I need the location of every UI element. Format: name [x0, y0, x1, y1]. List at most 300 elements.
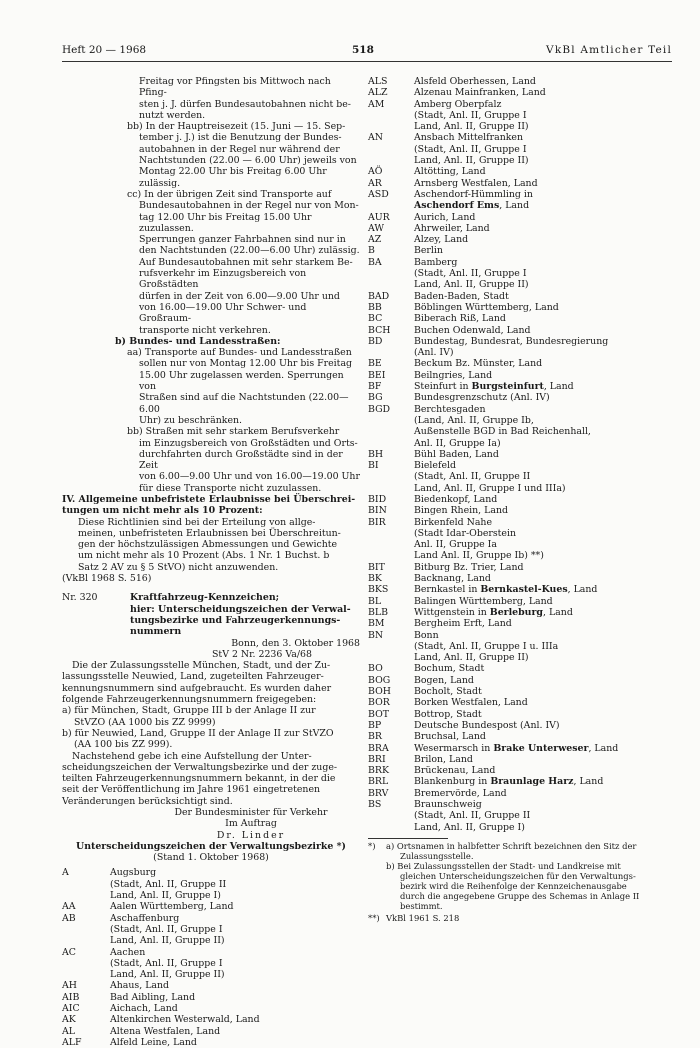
- district-line: Ahaus, Land: [110, 980, 170, 992]
- district-name: [414, 178, 674, 189]
- list-item-line: (AA 100 bis ZZ 999).: [74, 739, 173, 751]
- district-name: [414, 799, 674, 833]
- district-code: BOT: [368, 708, 390, 720]
- district-code: BP: [368, 719, 382, 731]
- district-code: BKS: [368, 584, 389, 596]
- district-line: Wesermarsch in Brake Unterweser, Land: [414, 742, 619, 754]
- district-code: ASD: [368, 188, 389, 200]
- table-title: Unterscheidungszeichen der Verwaltungsbezirke *): [76, 840, 346, 852]
- code-entry: [368, 743, 674, 754]
- district-line: Aalen Württemberg, Land: [110, 901, 234, 913]
- district-line: Aichach, Land: [110, 1003, 178, 1015]
- code-entry: [368, 630, 674, 664]
- district-code: BIT: [368, 561, 385, 573]
- decree-number: Nr. 320: [62, 592, 98, 604]
- district-code: BB: [368, 301, 382, 313]
- district-name: [414, 313, 674, 324]
- district-line: Baden-Baden, Stadt: [414, 290, 509, 302]
- district-line: (Anl. IV): [414, 347, 454, 359]
- district-name: [414, 630, 674, 664]
- text-line: Diese Richtlinien sind bei der Erteilung von allge-: [78, 516, 316, 528]
- code-entry: [62, 1026, 360, 1037]
- district-line: Steinfurt in Burgsteinfurt, Land: [414, 381, 574, 393]
- district-name: [110, 1026, 360, 1037]
- district-code: BL: [368, 595, 382, 607]
- district-line: (Stadt, Anl. II, Gruppe I: [110, 923, 223, 935]
- code-entry: [368, 404, 674, 449]
- code-entry: [368, 358, 674, 369]
- text-line: Auf Bundesautobahnen mit sehr starkem Be-: [139, 256, 353, 268]
- code-entry: [368, 291, 674, 302]
- district-code: BOG: [368, 674, 391, 686]
- paragraph-b-aa: [62, 347, 360, 426]
- code-entry: [368, 596, 674, 607]
- district-code: BRV: [368, 787, 389, 799]
- district-code: AA: [62, 901, 76, 913]
- district-code: B: [368, 245, 375, 257]
- code-entry: [368, 460, 674, 494]
- district-line: Anl. II, Gruppe Ia: [414, 539, 497, 551]
- section-iv-heading: [62, 494, 360, 517]
- district-line: (Stadt, Anl. II, Gruppe II: [110, 878, 227, 890]
- district-name: [414, 291, 674, 302]
- text-line: teilten Fahrzeugerkennungsnummern bekannt, in der die: [62, 773, 336, 785]
- footnote-line: a) Ortsnamen in halbfetter Schrift bezeichnen den Sitz der: [386, 840, 637, 851]
- footnotes: [368, 841, 674, 923]
- district-line: Biberach Riß, Land: [414, 313, 506, 325]
- page-number: 518: [352, 44, 374, 56]
- district-line: Aachen: [110, 946, 146, 958]
- district-line: Land, Anl. II, Gruppe I): [110, 890, 221, 902]
- district-code: BIR: [368, 516, 386, 528]
- released-numbers-list: [62, 705, 360, 750]
- district-name: [414, 505, 674, 516]
- district-name: [414, 325, 674, 336]
- district-line: (Land, Anl. II, Gruppe Ib,: [414, 414, 534, 426]
- code-entry: [368, 212, 674, 223]
- text-line: bb) Straßen mit sehr starkem Berufsverkehr: [127, 426, 340, 438]
- district-line: Bonn: [414, 629, 439, 641]
- intro-paragraph: [62, 660, 360, 705]
- code-entry: [368, 675, 674, 686]
- district-line: Altenkirchen Westerwald, Land: [110, 1014, 260, 1026]
- district-code: BCH: [368, 324, 391, 336]
- source-reference: (VkBl 1968 S. 516): [62, 573, 152, 585]
- code-entry: [62, 1037, 360, 1048]
- text-line: Montag 22.00 Uhr bis Freitag 6.00 Uhr zulässig.: [139, 166, 327, 189]
- district-code: BRA: [368, 742, 389, 754]
- district-line: Aschendorf-Hümmling in: [414, 188, 533, 200]
- right-column: [368, 76, 674, 923]
- district-line: Bad Aibling, Land: [110, 991, 196, 1003]
- district-code: AUR: [368, 211, 390, 223]
- district-line: (Stadt, Anl. II, Gruppe II: [414, 471, 531, 483]
- continuation-text: [62, 76, 360, 121]
- code-entry: [368, 584, 674, 595]
- district-line: (Stadt, Anl. II, Gruppe I: [414, 109, 527, 121]
- district-code: AC: [62, 946, 76, 958]
- district-code: BF: [368, 381, 382, 393]
- text-line: Die der Zulassungsstelle München, Stadt, und der Zu-: [72, 660, 331, 672]
- district-code: AÖ: [368, 166, 383, 178]
- text-line: Uhr) zu beschränken.: [139, 414, 243, 426]
- district-line: Alzey, Land: [414, 234, 469, 246]
- code-entry: [368, 87, 674, 98]
- district-line: Alfeld Leine, Land: [110, 1036, 197, 1048]
- district-name: [414, 776, 674, 787]
- paragraph-b-bb: [62, 426, 360, 494]
- text-line: gen der höchstzulässigen Abmessungen und Gewichte: [78, 539, 338, 551]
- district-line: Land, Anl. II, Gruppe II): [110, 969, 225, 981]
- district-name: [414, 87, 674, 98]
- district-name: [414, 607, 674, 618]
- place-date: Bonn, den 3. Oktober 1968: [231, 637, 360, 649]
- district-name: [110, 1003, 360, 1014]
- list-item-line: a) für München, Stadt, Gruppe III b der Anlage II zur: [62, 705, 316, 717]
- signature-block: [62, 807, 360, 841]
- district-code: BAD: [368, 290, 390, 302]
- district-line: Land, Anl. II, Gruppe I): [414, 821, 525, 833]
- district-line: Brilon, Land: [414, 753, 473, 765]
- code-entry: [62, 867, 360, 901]
- district-name: [414, 404, 674, 449]
- code-entry: [368, 325, 674, 336]
- code-entry: [368, 381, 674, 392]
- code-entry: [62, 992, 360, 1003]
- text-line: um nicht mehr als 10 Prozent (Abs. 1 Nr. 1 Buchst. b: [78, 550, 330, 562]
- district-line: (Stadt, Anl. II, Gruppe I: [414, 268, 527, 280]
- text-line: durchfahrten durch Großstädte sind in der Zeit: [139, 448, 343, 472]
- code-entry: [368, 392, 674, 403]
- district-code: AH: [62, 980, 77, 992]
- district-name: [414, 336, 674, 359]
- district-line: Bühl Baden, Land: [414, 448, 499, 460]
- code-entry: [368, 132, 674, 166]
- district-line: Land, Anl. II, Gruppe II): [414, 279, 529, 291]
- text-line: Veränderungen berücksichtigt sind.: [62, 795, 233, 807]
- district-code-list-right: [368, 76, 674, 833]
- text-line: dürfen in der Zeit von 6.00—9.00 Uhr und: [139, 290, 340, 302]
- district-line: Bruchsal, Land: [414, 731, 486, 743]
- district-line: Balingen Württemberg, Land: [414, 595, 553, 607]
- footnote-b: [368, 861, 674, 911]
- section-b-heading: b) Bundes- und Landesstraßen:: [115, 335, 281, 347]
- district-name: [110, 1014, 360, 1025]
- district-code: ALS: [368, 76, 388, 87]
- footnote-line: b) Bei Zulassungsstellen der Stadt- und Landkreise mit: [386, 860, 621, 871]
- district-line: Birkenfeld Nahe: [414, 516, 493, 528]
- left-column: [62, 76, 360, 1048]
- district-code: BRI: [368, 753, 386, 765]
- district-name: [414, 618, 674, 629]
- district-line: Biedenkopf, Land: [414, 493, 498, 505]
- header-rule: [62, 61, 672, 62]
- text-line: nutzt werden.: [139, 109, 206, 121]
- text-line: tag 12.00 Uhr bis Freitag 15.00 Uhr zuzulassen.: [139, 211, 312, 234]
- district-line: Land, Anl. II, Gruppe II): [414, 652, 529, 664]
- text-line: Freitag vor Pfingsten bis Mittwoch nach Pfing-: [139, 76, 331, 99]
- text-line: kennungsnummern sind aufgebraucht. Es wurden daher: [62, 682, 332, 694]
- district-name: [414, 584, 674, 595]
- code-entry: [368, 607, 674, 618]
- code-entry: [368, 754, 674, 765]
- code-entry: [368, 765, 674, 776]
- district-name: [414, 189, 674, 212]
- district-line: Bremervörde, Land: [414, 787, 507, 799]
- district-name: [414, 392, 674, 403]
- code-entry: [62, 1014, 360, 1025]
- district-line: Alzenau Mainfranken, Land: [414, 87, 546, 99]
- district-code: BG: [368, 392, 383, 404]
- paragraph-cc: [62, 189, 360, 336]
- district-code: BGD: [368, 403, 391, 415]
- heading-line: IV. Allgemeine unbefristete Erlaubnisse bei Überschrei-: [62, 493, 356, 505]
- district-line: Amberg Oberpfalz: [414, 98, 502, 110]
- district-line: Bocholt, Stadt: [414, 686, 482, 698]
- code-entry: [368, 562, 674, 573]
- district-line: Bingen Rhein, Land: [414, 505, 508, 517]
- district-name: [414, 99, 674, 133]
- district-code: AIB: [62, 991, 80, 1003]
- district-line: Anl. II, Gruppe Ia): [414, 437, 501, 449]
- footnote-line: gleichen Unterscheidungszeichen für den Verwaltungs-: [400, 870, 636, 881]
- district-code: BH: [368, 448, 384, 460]
- district-name: [414, 358, 674, 369]
- signature-line: Im Auftrag: [225, 818, 277, 830]
- table-stand: (Stand 1. Oktober 1968): [153, 852, 269, 864]
- title-line: tungsbezirke und Fahrzeugerkennungs-: [130, 614, 341, 626]
- district-line: Bitburg Bz. Trier, Land: [414, 561, 524, 573]
- code-entry: [368, 709, 674, 720]
- text-line: im Einzugsbereich von Großstädten und Orts-: [139, 437, 358, 449]
- code-entry: [368, 189, 674, 212]
- district-line: Bernkastel in Bernkastel-Kues, Land: [414, 584, 598, 596]
- code-entry: [368, 573, 674, 584]
- district-name: [414, 562, 674, 573]
- list-item-line: StVZO (AA 1000 bis ZZ 9999): [74, 716, 216, 728]
- district-line: Buchen Odenwald, Land: [414, 324, 531, 336]
- text-line: den Nachtstunden (22.00—6.00 Uhr) zulässig.: [139, 245, 360, 257]
- text-line: von 6.00—9.00 Uhr und von 16.00—19.00 Uhr: [139, 471, 360, 483]
- code-entry: [368, 697, 674, 708]
- decree-header: [62, 592, 360, 637]
- code-entry: [368, 517, 674, 562]
- district-line: Alsfeld Oberhessen, Land: [414, 76, 536, 87]
- section-iv-body: [62, 517, 360, 573]
- district-line: Backnang, Land: [414, 573, 491, 585]
- district-name: [414, 573, 674, 584]
- district-code: AB: [62, 912, 76, 924]
- code-entry: [368, 245, 674, 256]
- district-name: [414, 596, 674, 607]
- district-line: Aschendorf Ems, Land: [414, 200, 530, 212]
- code-entry: [368, 370, 674, 381]
- district-line: (Stadt, Anl. II, Gruppe I: [414, 143, 527, 155]
- district-line: Bogen, Land: [414, 674, 474, 686]
- code-entry: [62, 1003, 360, 1014]
- district-name: [110, 867, 360, 901]
- text-line: transporte nicht verkehren.: [139, 324, 271, 336]
- district-name: [414, 132, 674, 166]
- text-line: autobahnen in der Regel nur während der: [139, 143, 340, 155]
- district-line: (Stadt Idar-Oberstein: [414, 527, 517, 539]
- district-line: Land Anl. II, Gruppe Ib) **): [414, 550, 544, 562]
- paragraph-bb: [62, 121, 360, 189]
- district-code: AW: [368, 222, 385, 234]
- district-line: Augsburg: [110, 867, 157, 879]
- district-line: Bergheim Erft, Land: [414, 618, 512, 630]
- district-code: AN: [368, 132, 383, 144]
- text-line: 15.00 Uhr zugelassen werden. Sperrungen von: [139, 369, 344, 393]
- district-code: BLB: [368, 606, 389, 618]
- district-name: [414, 731, 674, 742]
- code-entry: [368, 166, 674, 177]
- district-line: Ansbach Mittelfranken: [414, 132, 524, 144]
- district-line: Land, Anl. II, Gruppe I und IIIa): [414, 482, 566, 494]
- district-name: [414, 166, 674, 177]
- code-entry: [368, 505, 674, 516]
- code-entry: [62, 947, 360, 981]
- district-code-list-left: [62, 867, 360, 1048]
- text-line: lassungsstelle Neuwied, Land, zugeteilten Fahrzeuger-: [62, 671, 324, 683]
- district-line: Außenstelle BGD in Bad Reichenhall,: [414, 426, 591, 438]
- district-code: BR: [368, 731, 382, 743]
- title-line: nummern: [130, 626, 182, 638]
- district-name: [414, 381, 674, 392]
- code-entry: [368, 663, 674, 674]
- district-line: Berlin: [414, 245, 443, 257]
- district-name: [414, 370, 674, 381]
- title-line: hier: Unterscheidungszeichen der Verwal-: [130, 603, 351, 615]
- code-entry: [368, 720, 674, 731]
- text-line: sten j. J. dürfen Bundesautobahnen nicht be-: [139, 98, 351, 110]
- text-line: Bundesautobahnen in der Regel nur von Mon-: [139, 200, 359, 212]
- district-code: BEI: [368, 369, 386, 381]
- code-entry: [368, 223, 674, 234]
- district-name: [110, 992, 360, 1003]
- code-entry: [368, 449, 674, 460]
- district-name: [414, 765, 674, 776]
- district-name: [110, 980, 360, 991]
- text-line: meinen, unbefristeten Erlaubnissen bei Überschreitun-: [78, 527, 341, 539]
- district-code: BID: [368, 493, 387, 505]
- footnote-c: **) VkBl 1961 S. 218: [368, 912, 460, 923]
- code-entry: [368, 799, 674, 833]
- district-code: AR: [368, 177, 382, 189]
- district-name: [414, 223, 674, 234]
- district-line: (Stadt, Anl. II, Gruppe II: [414, 810, 531, 822]
- code-entry: [368, 99, 674, 133]
- footnote-line: Zulassungsstelle.: [400, 850, 474, 861]
- district-name: [110, 1037, 360, 1048]
- code-entry: [368, 686, 674, 697]
- code-entry: [368, 494, 674, 505]
- district-line: Beilngries, Land: [414, 369, 493, 381]
- code-entry: [368, 76, 674, 87]
- file-reference: StV 2 Nr. 2236 Va/68: [212, 648, 312, 660]
- district-name: [414, 754, 674, 765]
- code-entry: [368, 336, 674, 359]
- signature-line: Der Bundesminister für Verkehr: [174, 807, 328, 818]
- district-name: [110, 913, 360, 947]
- district-line: (Stadt, Anl. II, Gruppe I u. IIIa: [414, 640, 559, 652]
- code-entry: [62, 901, 360, 912]
- text-line: cc) In der übrigen Zeit sind Transporte auf: [127, 188, 332, 200]
- district-name: [414, 517, 674, 562]
- district-line: Bochum, Stadt: [414, 663, 485, 675]
- text-line: Nachtstunden (22.00 — 6.00 Uhr) jeweils von: [139, 155, 357, 167]
- district-line: Bundestag, Bundesrat, Bundesregierung: [414, 335, 609, 347]
- district-code: BC: [368, 313, 383, 325]
- district-line: Aschaffenburg: [110, 912, 180, 924]
- text-line: Straßen sind auf die Nachtstunden (22.00—6.00: [139, 392, 349, 415]
- district-line: Brückenau, Land: [414, 765, 496, 777]
- district-name: [110, 901, 360, 912]
- district-line: Aurich, Land: [414, 211, 476, 223]
- issue-number: Heft 20 — 1968: [62, 44, 147, 56]
- district-code: BO: [368, 663, 383, 675]
- district-code: BA: [368, 256, 382, 268]
- district-code: AZ: [368, 234, 382, 246]
- district-name: [414, 460, 674, 494]
- text-line: rufsverkehr im Einzugsbereich von Großstädten: [139, 268, 307, 291]
- district-name: [414, 257, 674, 291]
- district-name: [414, 720, 674, 731]
- district-code: BRL: [368, 776, 389, 788]
- district-code: ALZ: [368, 87, 388, 99]
- district-code: AIC: [62, 1003, 80, 1015]
- district-line: Land, Anl. II, Gruppe II): [414, 121, 529, 133]
- text-line: folgende Fahrzeugerkennungsnummern freigegeben:: [62, 694, 317, 706]
- heading-line: tungen um nicht mehr als 10 Prozent:: [62, 505, 263, 517]
- text-line: aa) Transporte auf Bundes- und Landesstraßen: [127, 347, 352, 359]
- code-entry: [368, 302, 674, 313]
- district-line: Bielefeld: [414, 460, 456, 472]
- code-entry: [368, 618, 674, 629]
- district-name: [414, 494, 674, 505]
- text-line: sollen nur von Montag 12.00 Uhr bis Freitag: [139, 358, 353, 370]
- district-name: [110, 947, 360, 981]
- district-line: Ahrweiler, Land: [414, 222, 490, 234]
- text-line: Nachstehend gebe ich eine Aufstellung der Unter-: [72, 750, 312, 762]
- district-line: Braunschweig: [414, 799, 482, 810]
- footnote-line: durch die angegebene Gruppe des Schemas in Anlage II: [400, 890, 640, 901]
- district-line: Bundesgrenzschutz (Anl. IV): [414, 392, 550, 404]
- district-name: [414, 743, 674, 754]
- district-line: Land, Anl. II, Gruppe II): [110, 935, 225, 947]
- district-line: Altena Westfalen, Land: [110, 1025, 221, 1037]
- district-name: [414, 788, 674, 799]
- signature-line: Dr. Linder: [216, 829, 286, 841]
- footnote-a: *) a) Ortsnamen in halbfetter Schrift bezeichnen den Sitz der Zulassungsstelle.: [368, 841, 674, 861]
- district-line: Berchtesgaden: [414, 403, 486, 415]
- district-name: [414, 245, 674, 256]
- district-code: BS: [368, 799, 382, 810]
- text-line: tember j. J.) ist die Benutzung der Bundes-: [139, 132, 342, 144]
- list-item-line: b) für Neuwied, Land, Gruppe II der Anlage II zur StVZO: [62, 727, 334, 739]
- district-name: [414, 675, 674, 686]
- district-code: BN: [368, 629, 384, 641]
- district-name: [414, 663, 674, 674]
- code-entry: [368, 313, 674, 324]
- district-name: [414, 449, 674, 460]
- code-entry: [62, 913, 360, 947]
- district-line: Altötting, Land: [414, 166, 486, 178]
- title-line: Kraftfahrzeug-Kennzeichen;: [130, 592, 280, 604]
- district-code: ALF: [62, 1036, 82, 1048]
- district-line: Deutsche Bundespost (Anl. IV): [414, 719, 560, 731]
- district-code: BI: [368, 460, 379, 472]
